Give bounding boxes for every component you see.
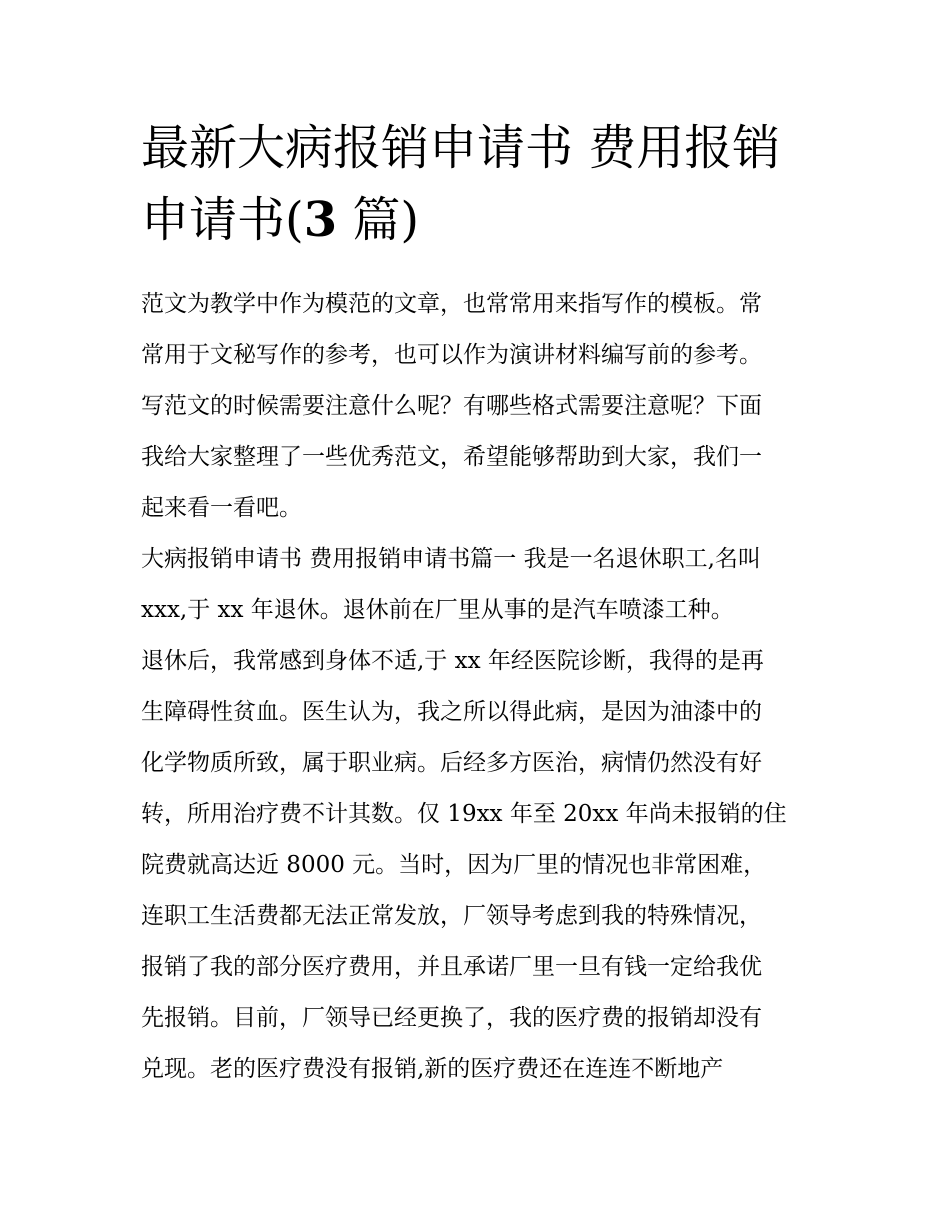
body-line: 退休后，我常感到身体不适,于 xx 年经医院诊断，我得的是再	[141, 648, 764, 674]
body-line: 写范文的时候需要注意什么呢？有哪些格式需要注意呢？下面	[141, 393, 762, 419]
body-line: 大病报销申请书 费用报销申请书篇一 我是一名退休职工,名叫	[141, 546, 761, 572]
body-line: 起来看一看吧。	[141, 495, 302, 521]
body-line: 兑现。老的医疗费没有报销,新的医疗费还在连连不断地产	[141, 1056, 724, 1082]
body-line: 化学物质所致，属于职业病。后经多方医治，病情仍然没有好	[141, 750, 762, 776]
body-line: 连职工生活费都无法正常发放，厂领导考虑到我的特殊情况，	[141, 903, 762, 929]
body-line: 转，所用治疗费不计其数。仅 19xx 年至 20xx 年尚未报销的住	[141, 801, 787, 827]
body-line: xxx,于 xx 年退休。退休前在厂里从事的是汽车喷漆工种。	[141, 597, 734, 623]
document-title	[141, 112, 821, 256]
body-line: 生障碍性贫血。医生认为，我之所以得此病，是因为油漆中的	[141, 699, 762, 725]
body-line: 先报销。目前，厂领导已经更换了，我的医疗费的报销却没有	[141, 1005, 762, 1031]
document-body	[141, 279, 817, 1095]
body-line: 常用于文秘写作的参考，也可以作为演讲材料编写前的参考。	[141, 342, 762, 368]
body-line: 院费就高达近 8000 元。当时，因为厂里的情况也非常困难，	[141, 852, 767, 878]
body-line: 报销了我的部分医疗费用，并且承诺厂里一旦有钱一定给我优	[141, 954, 762, 980]
body-line: 我给大家整理了一些优秀范文，希望能够帮助到大家，我们一	[141, 444, 762, 470]
title-text: 最新大病报销申请书 费用报销申请书(	[141, 120, 781, 248]
title-count: 3	[303, 192, 338, 248]
title-suffix: 篇)	[337, 192, 420, 248]
body-line: 范文为教学中作为模范的文章，也常常用来指写作的模板。常	[141, 291, 762, 317]
